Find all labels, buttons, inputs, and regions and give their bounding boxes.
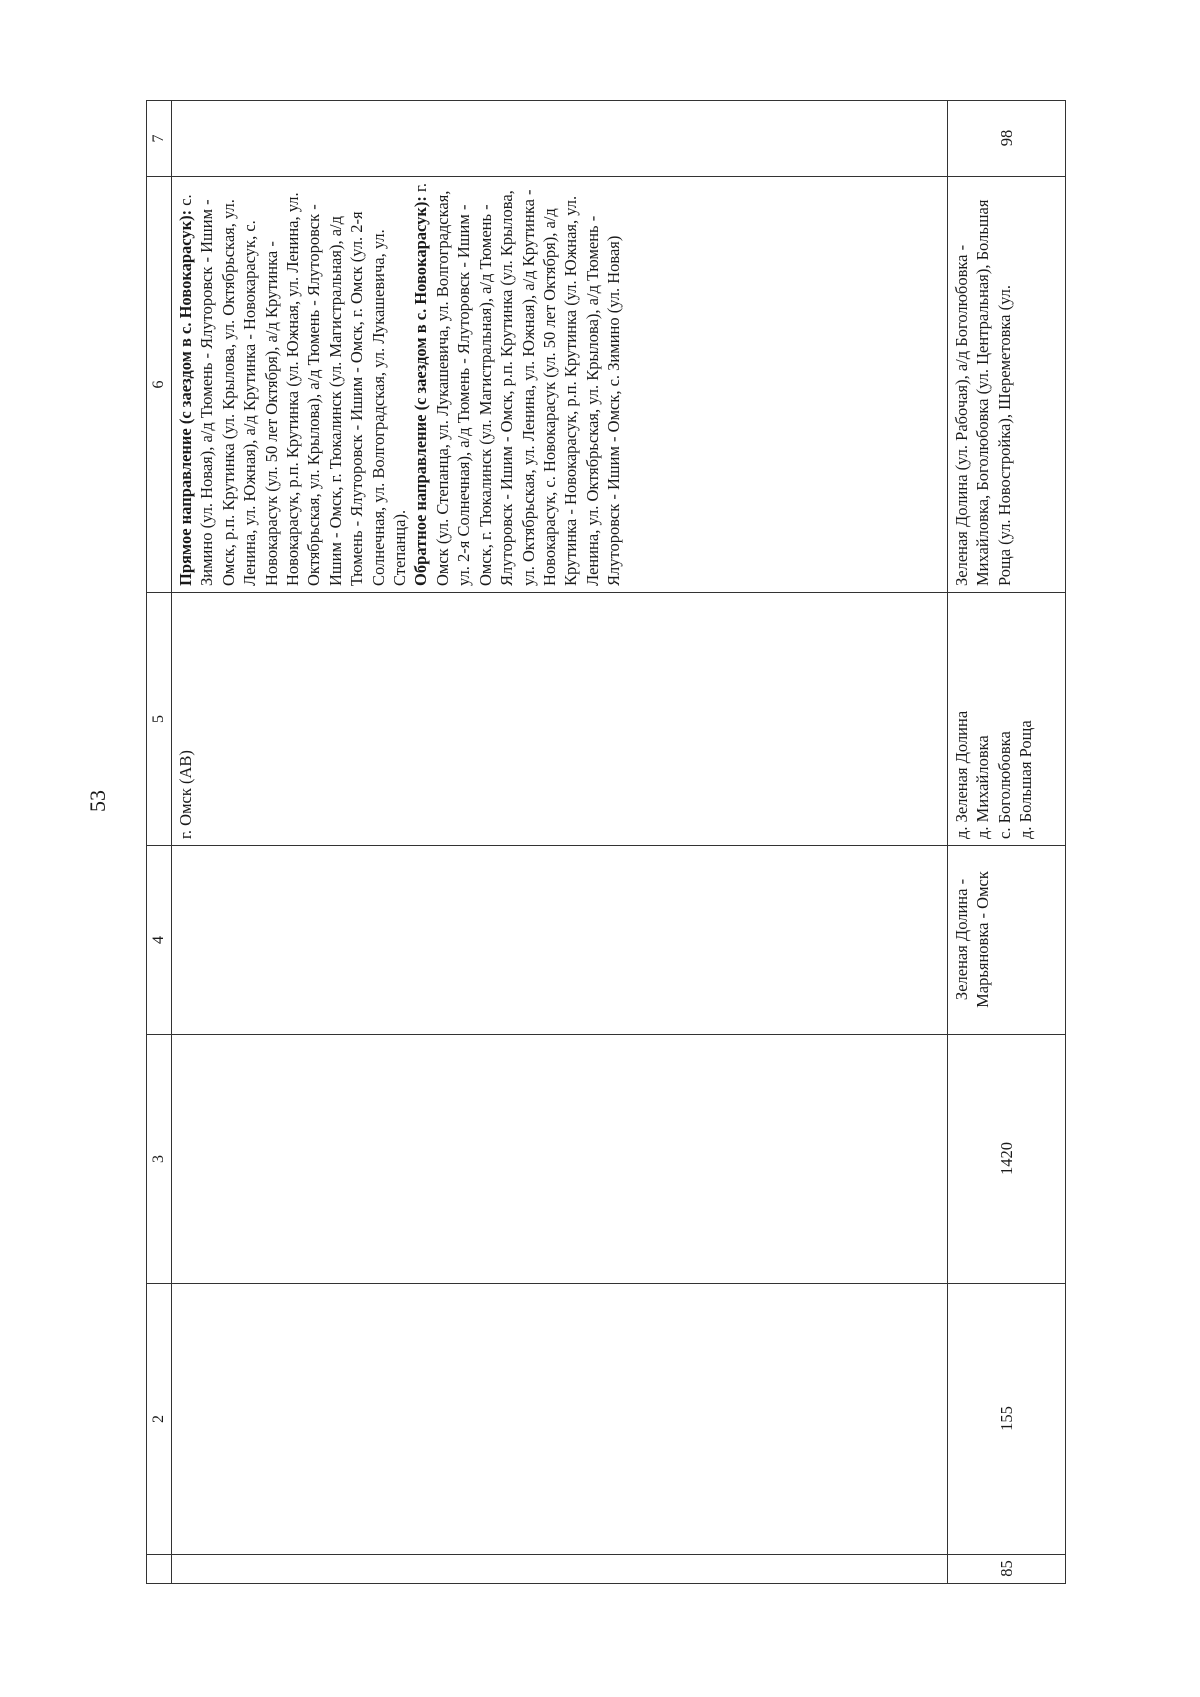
cont-stop-cell <box>171 592 947 845</box>
table-row-85 <box>947 100 1065 1583</box>
stop-item: д. Михайловка <box>972 734 992 839</box>
routes-table <box>146 100 1066 1584</box>
table-header-row <box>146 100 171 1583</box>
cont-cell-7 <box>171 100 947 176</box>
distance-cell: 98 <box>947 100 1065 176</box>
rotated-table-container <box>146 101 1059 1584</box>
route-name-cell: Зеленая Долина - Марьяновка - Омск <box>947 845 1065 1034</box>
page-number: 53 <box>85 790 110 812</box>
route-number-cell: 1420 <box>947 1034 1065 1283</box>
header-cell-4: 4 <box>146 845 171 1034</box>
header-cell-1 <box>146 1554 171 1583</box>
header-cell-5: 5 <box>146 592 171 845</box>
header-cell-3: 3 <box>146 1034 171 1283</box>
stop-item: д. Зеленая Долина <box>951 710 971 839</box>
header-cell-2: 2 <box>146 1283 171 1554</box>
stop-item: д. Большая Роща <box>1015 719 1035 839</box>
forward-direction-text: с. Зимино (ул. Новая), а/д Тюмень - Ялуторовск - Ишим - Омск, р.п. Крутинка (ул. Крылова, ул. Октябрьская, ул. Ленина, ул. Южная), а/д Крутинка - Новокарасук, с. Новокарасук (ул. 50 лет Октября), а/д Крутинка - Новокарасук, р.п. Крутинка (ул. Южная, ул. Ленина, ул. Октябрьская, ул. Крылова), а/д Тюмень - Ялуторовск - Ишим - Омск, г. Тюкалинск (ул. Магистральная), а/д Тюмень - Ялуторовск - Ишим - Омск, г. Омск (ул. 2-я Солнечная, ул. Волгоградская, ул. Лукашевича, ул. Степанца). <box>175 191 409 586</box>
registration-number-cell: 155 <box>947 1283 1065 1554</box>
row-number-cell: 85 <box>947 1554 1065 1583</box>
stop-omsk-av: г. Омск (АВ) <box>175 749 195 839</box>
table-row-continuation <box>171 100 947 1583</box>
forward-direction-title: Прямое направление (с заездом в с. Новокарасук): <box>175 209 195 586</box>
cont-cell-2 <box>171 1283 947 1554</box>
route-path-cell <box>171 176 947 592</box>
stops-cell <box>947 592 1065 845</box>
cont-cell-4 <box>171 845 947 1034</box>
cont-cell-3 <box>171 1034 947 1283</box>
header-cell-7: 7 <box>146 100 171 176</box>
cont-cell-1 <box>171 1554 947 1583</box>
header-cell-6: 6 <box>146 176 171 592</box>
backward-direction-text: г. Омск (ул. Степанца, ул. Лукашевича, ул. Волгоградская, ул. 2-я Солнечная), а/д Тюмень - Ялуторовск - Ишим - Омск, г. Тюкалинск (ул. Магистральная), а/д Тюмень - Ялуторовск - Ишим - Омск, р.п. Крутинка (ул. Крылова, ул. Октябрьская, ул. Ленина, ул. Южная), а/д Крутинка - Новокарасук, с. Новокарасук (ул. 50 лет Октября), а/д Крутинка - Новокарасук, р.п. Крутинка (ул. Южная, ул. Ленина, ул. Октябрьская, ул. Крылова), а/д Тюмень - Ялуторовск - Ишим - Омск, с. Зимино (ул. Новая) <box>410 182 623 586</box>
route-path-cell-85: Зеленая Долина (ул. Рабочая), а/д Боголюбовка - Михайловка, Боголюбовка (ул. Центральная), Большая Роща (ул. Новостройка), Шереметовка (ул. <box>947 176 1065 592</box>
stop-item: с. Боголюбовка <box>994 730 1014 839</box>
backward-direction-title: Обратное направление (с заездом в с. Новокарасук): <box>410 195 430 586</box>
